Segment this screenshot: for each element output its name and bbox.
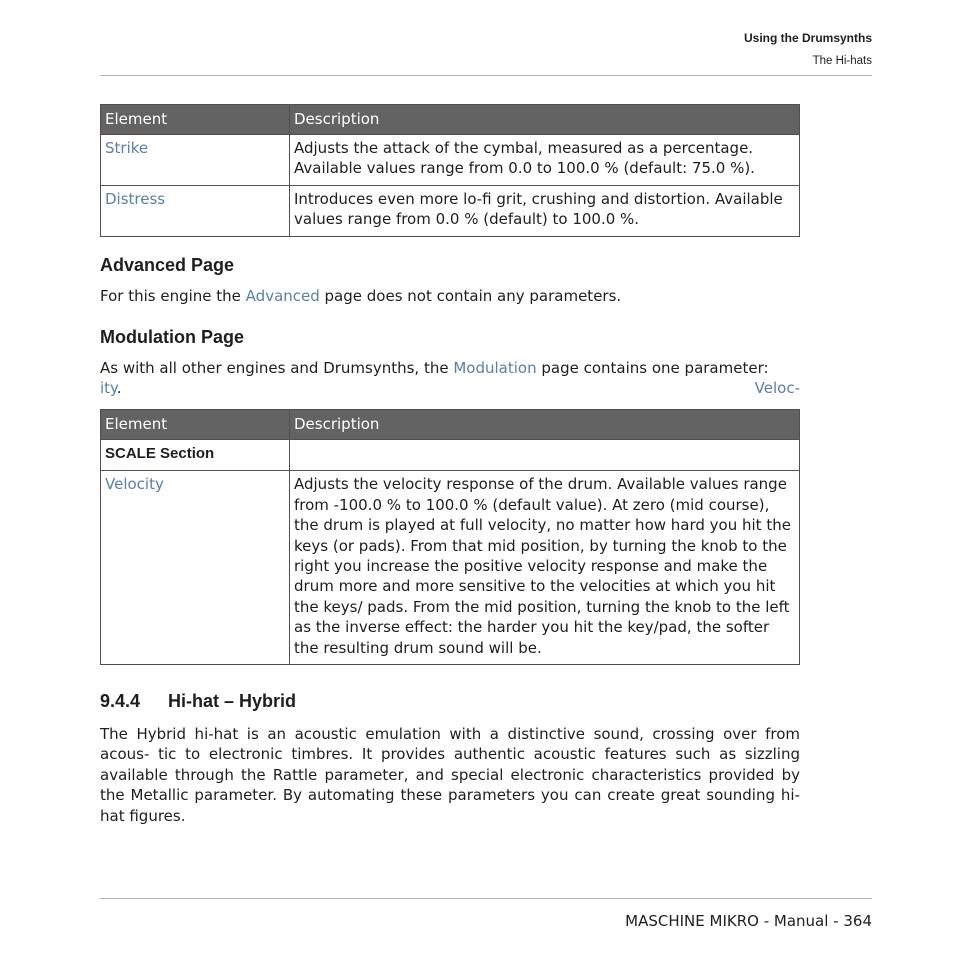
- column-header-element: Element: [101, 410, 290, 440]
- hybrid-paragraph: The Hybrid hi-hat is an acoustic emulation with a distinctive sound, crossing over from acous- tic to electronic timbres. It provides authentic acoustic features such as sizzling available through the Rattle parameter, and special electronic characteristics provided by the Metallic parameter. By automating these parameters you can create great sounding hi-hat figures.: [100, 725, 800, 825]
- section-label-scale: SCALE Section: [105, 445, 215, 462]
- table-header-row: [101, 105, 800, 135]
- table-cell-description: Introduces even more lo-fi grit, crushing and distortion. Available values range from 0.0 % (default) to 100.0 %.: [290, 185, 800, 236]
- text-span: For this engine the: [100, 287, 246, 305]
- link-velocity-part1[interactable]: Veloc-: [754, 379, 800, 398]
- column-header-description: Description: [290, 410, 800, 440]
- parameter-table-strike-distress: [100, 104, 800, 237]
- column-header-description: Description: [290, 105, 800, 135]
- advanced-page-paragraph: [100, 286, 800, 306]
- table-row: [101, 185, 800, 236]
- link-modulation[interactable]: Modulation: [453, 359, 537, 377]
- text-span: page does not contain any parameters.: [319, 287, 622, 305]
- heading-modulation-page: Modulation Page: [100, 327, 244, 347]
- column-header-element: Element: [101, 105, 290, 135]
- table-row: [101, 471, 800, 665]
- text-span: As with all other engines and Drumsynths, the: [100, 359, 454, 377]
- modulation-page-paragraph: [100, 358, 800, 399]
- link-velocity-part2[interactable]: ity: [100, 379, 117, 398]
- header-divider: [100, 75, 872, 76]
- table-cell-element: [101, 135, 290, 186]
- table-cell-section: [101, 440, 290, 471]
- table-cell-description: Adjusts the velocity response of the drum. Available values range from -100.0 % to 100.0 % (default value). At zero (mid course), the drum is played at full velocity, no matter how hard you hit the keys (or pads). From that mid position, by turning the knob to the right you increase the positive velocity response and make the drum more and more sensitive to the velocities at which you hit the keys/ pads. From the mid position, turning the knob to the left as the inverse effect: the harder you hit the key/pad, the softer the resulting drum sound will be.: [290, 471, 800, 665]
- text-span: .: [116, 379, 122, 398]
- table-header-row: [101, 410, 800, 440]
- table-cell-empty: [290, 440, 800, 471]
- header-section-title: The Hi-hats: [812, 55, 872, 67]
- page-footer: MASCHINE MIKRO - Manual - 364: [625, 912, 872, 930]
- section-number: 9.4.4: [100, 691, 141, 711]
- heading-advanced-page: Advanced Page: [100, 255, 235, 275]
- table-cell-element: [101, 471, 290, 665]
- table-cell-description: Adjusts the attack of the cymbal, measured as a percentage. Available values range from 0.0 to 100.0 % (default: 75.0 %).: [290, 135, 800, 186]
- text-span: page contains one parameter:: [536, 359, 769, 377]
- parameter-link-distress[interactable]: Distress: [105, 189, 166, 208]
- parameter-table-velocity: [100, 409, 800, 665]
- header-chapter-title: Using the Drumsynths: [743, 31, 872, 45]
- footer-divider: [100, 898, 872, 899]
- section-title: Hi-hat – Hybrid: [168, 691, 297, 711]
- table-row: [101, 135, 800, 186]
- parameter-link-strike[interactable]: Strike: [105, 139, 149, 157]
- link-advanced[interactable]: Advanced: [245, 287, 320, 305]
- heading-hihat-hybrid: [100, 691, 296, 712]
- table-section-row: [101, 440, 800, 471]
- parameter-link-velocity[interactable]: Velocity: [105, 475, 164, 494]
- table-cell-element: [101, 185, 290, 236]
